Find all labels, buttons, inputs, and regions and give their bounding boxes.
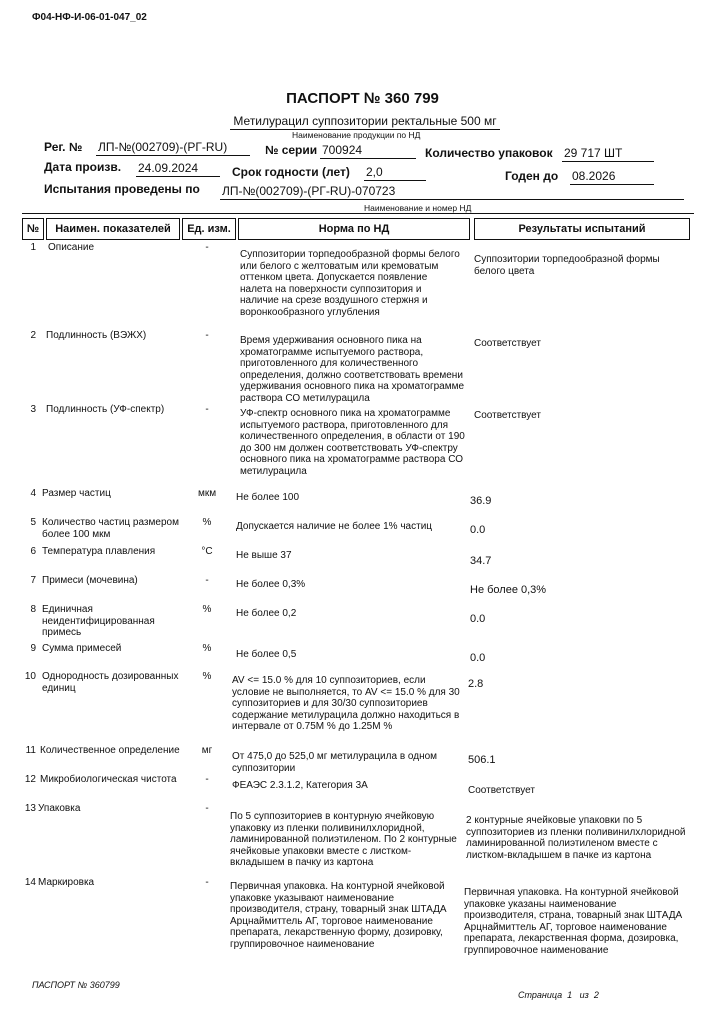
row-indicator: Подлинность (УФ-спектр): [46, 404, 165, 415]
row-unit: мкм: [197, 488, 217, 499]
row-result: Соответствует: [474, 410, 541, 421]
row-norm: Не более 0,5: [236, 649, 297, 660]
row-unit: °С: [201, 546, 213, 557]
row-norm: Не более 100: [236, 492, 300, 503]
row-norm: По 5 суппозиториев в контурную ячейковую упаковку из пленки поливинилхлоридной, ламинированной полиэтиленом. По 2 контурные ячейковые упаковки вместе с листком-вкладышем в пачку из картона: [230, 811, 457, 868]
row-unit: -: [205, 404, 209, 415]
qty-label: Количество упаковок: [425, 146, 553, 160]
page-word: Страница: [518, 990, 563, 1000]
page-total: 2: [593, 990, 599, 1000]
row-number: 7: [30, 575, 36, 586]
row-unit: -: [205, 803, 209, 814]
product-name: Метилурацил суппозитории ректальные 500 мг: [230, 114, 500, 130]
series-label: № серии: [265, 143, 318, 157]
row-number: 10: [24, 671, 36, 682]
row-norm: Время удерживания основного пика на хроматограмме испытуемого раствора, приготовленного для количественного определения, должно соответствовать времени удерживания основного пика на хроматограмме раствора СО метилурацила: [240, 335, 465, 404]
row-indicator: Микробиологическая чистота: [40, 774, 177, 785]
row-indicator: Температура плавления: [42, 546, 156, 557]
row-unit: -: [205, 877, 209, 888]
row-unit: %: [202, 643, 212, 654]
row-indicator: Единичная неидентифицированная примесь: [42, 604, 155, 638]
row-indicator: Количественное определение: [40, 745, 180, 756]
row-norm: От 475,0 до 525,0 мг метилурацила в одном суппозитории: [232, 751, 438, 774]
row-indicator: Количество частиц размером более 100 мкм: [42, 517, 179, 540]
page-indicator: [518, 990, 599, 1000]
row-indicator: Описание: [48, 242, 95, 253]
series-value: 700924: [320, 143, 416, 159]
col-header-unit: Ед. изм.: [182, 218, 236, 240]
row-result: Первичная упаковка. На контурной ячейковой упаковке указаны наименование производителя, страна, товарный знак ШТАДА Арцнаймиттель АГ, торговое наименование препарата, лекарственная форма, дозировка, группировочное наименование: [464, 887, 683, 956]
row-unit: %: [202, 671, 212, 682]
row-result: 0.0: [470, 524, 486, 536]
row-norm: Допускается наличие не более 1% частиц: [236, 521, 433, 532]
product-caption: Наименование продукции по НД: [292, 130, 421, 140]
row-indicator: Сумма примесей: [42, 643, 122, 654]
tests-value: ЛП-№(002709)-(РГ-RU)-070723: [220, 184, 684, 200]
row-unit: мг: [201, 745, 213, 756]
row-number: 3: [30, 404, 36, 415]
row-result: Не более 0,3%: [470, 584, 547, 596]
row-result: 34.7: [470, 555, 492, 567]
row-number: 2: [30, 330, 36, 341]
page-of: из: [579, 990, 589, 1000]
row-indicator: Однородность дозированных единиц: [42, 671, 179, 694]
valid-value: 08.2026: [570, 169, 654, 185]
row-number: 1: [30, 242, 36, 253]
shelf-label: Срок годности (лет): [232, 165, 350, 179]
row-unit: %: [202, 604, 212, 615]
passport-title: ПАСПОРТ № 360 799: [286, 90, 439, 107]
row-result: 506.1: [468, 754, 496, 766]
page-current: 1: [567, 990, 573, 1000]
reg-label: Рег. №: [44, 140, 83, 154]
document-code: Ф04-НФ-И-06-01-047_02: [32, 12, 147, 23]
footer-passport-ref: ПАСПОРТ № 360799: [32, 980, 120, 990]
row-result: 0.0: [470, 652, 486, 664]
col-header-result: Результаты испытаний: [474, 218, 690, 240]
row-result: 2.8: [468, 678, 484, 690]
row-indicator: Подлинность (ВЭЖХ): [46, 330, 147, 341]
qty-value: 29 717 ШТ: [562, 146, 654, 162]
date-value: 24.09.2024: [136, 161, 220, 177]
row-unit: -: [205, 330, 209, 341]
col-header-no: №: [22, 218, 44, 240]
row-result: Суппозитории торпедообразной формы белого цвета: [474, 254, 660, 277]
row-unit: %: [202, 517, 212, 528]
row-indicator: Примеси (мочевина): [42, 575, 138, 586]
row-norm: Не выше 37: [236, 550, 292, 561]
row-norm: AV <= 15.0 % для 10 суппозиториев, если условие не выполняется, то AV <= 15.0 % для 30 суппозиториев и для 30/30 суппозиториев содержание метилурацила должно находиться в интервале от 0.75M % до 1.25M %: [232, 675, 460, 732]
valid-label: Годен до: [505, 169, 559, 183]
row-number: 12: [24, 774, 36, 785]
date-label: Дата произв.: [44, 160, 122, 174]
row-indicator: Упаковка: [38, 803, 81, 814]
row-norm: Первичная упаковка. На контурной ячейковой упаковке указывают наименование производителя, страну, товарный знак ШТАДА Арцнаймиттель АГ, торговое наименование препарата, лекарственную форму, дозировку, группировочное наименование: [230, 881, 447, 950]
row-indicator: Маркировка: [38, 877, 95, 888]
row-number: 13: [24, 803, 36, 814]
row-norm: Не более 0,3%: [236, 579, 306, 590]
row-result: Соответствует: [468, 785, 535, 796]
row-result: 0.0: [470, 613, 486, 625]
tests-label: Испытания проведены по: [44, 182, 200, 196]
row-result: Соответствует: [474, 338, 541, 349]
row-result: 2 контурные ячейковые упаковки по 5 суппозиториев из пленки поливинилхлоридной ламинированной полиэтиленом вместе с листком-вкладышем в пачке из картона: [466, 815, 686, 861]
row-number: 11: [25, 745, 36, 756]
row-number: 9: [30, 643, 36, 654]
row-unit: -: [205, 242, 209, 253]
row-unit: -: [205, 575, 209, 586]
row-number: 4: [30, 488, 36, 499]
row-norm: Не более 0,2: [236, 608, 297, 619]
row-norm: ФЕАЭС 2.3.1.2, Категория 3А: [232, 780, 368, 791]
row-number: 5: [30, 517, 36, 528]
shelf-value: 2,0: [364, 165, 426, 181]
row-norm: Суппозитории торпедообразной формы белого или белого с желтоватым или кремоватым оттенком цвета. Допускается появление налета на поверхности суппозитория и наличие на срезе воздушного стержня и воронкообразного углубления: [240, 249, 460, 318]
row-number: 8: [30, 604, 36, 615]
col-header-norm: Норма по НД: [238, 218, 470, 240]
col-header-name: Наимен. показателей: [46, 218, 180, 240]
row-norm: УФ-спектр основного пика на хроматограмме испытуемого раствора, приготовленного для количественного определения, в области от 190 до 300 нм должен соответствовать УФ-спектру основного пика на хроматограмме раствора СО метилурацила: [240, 408, 465, 477]
row-indicator: Размер частиц: [42, 488, 111, 499]
row-number: 14: [24, 877, 36, 888]
table-top-rule: [22, 213, 694, 214]
tests-caption: Наименование и номер НД: [364, 203, 472, 213]
reg-value: ЛП-№(002709)-(РГ-RU): [96, 140, 250, 156]
row-number: 6: [30, 546, 36, 557]
row-result: 36.9: [470, 495, 492, 507]
row-unit: -: [205, 774, 209, 785]
